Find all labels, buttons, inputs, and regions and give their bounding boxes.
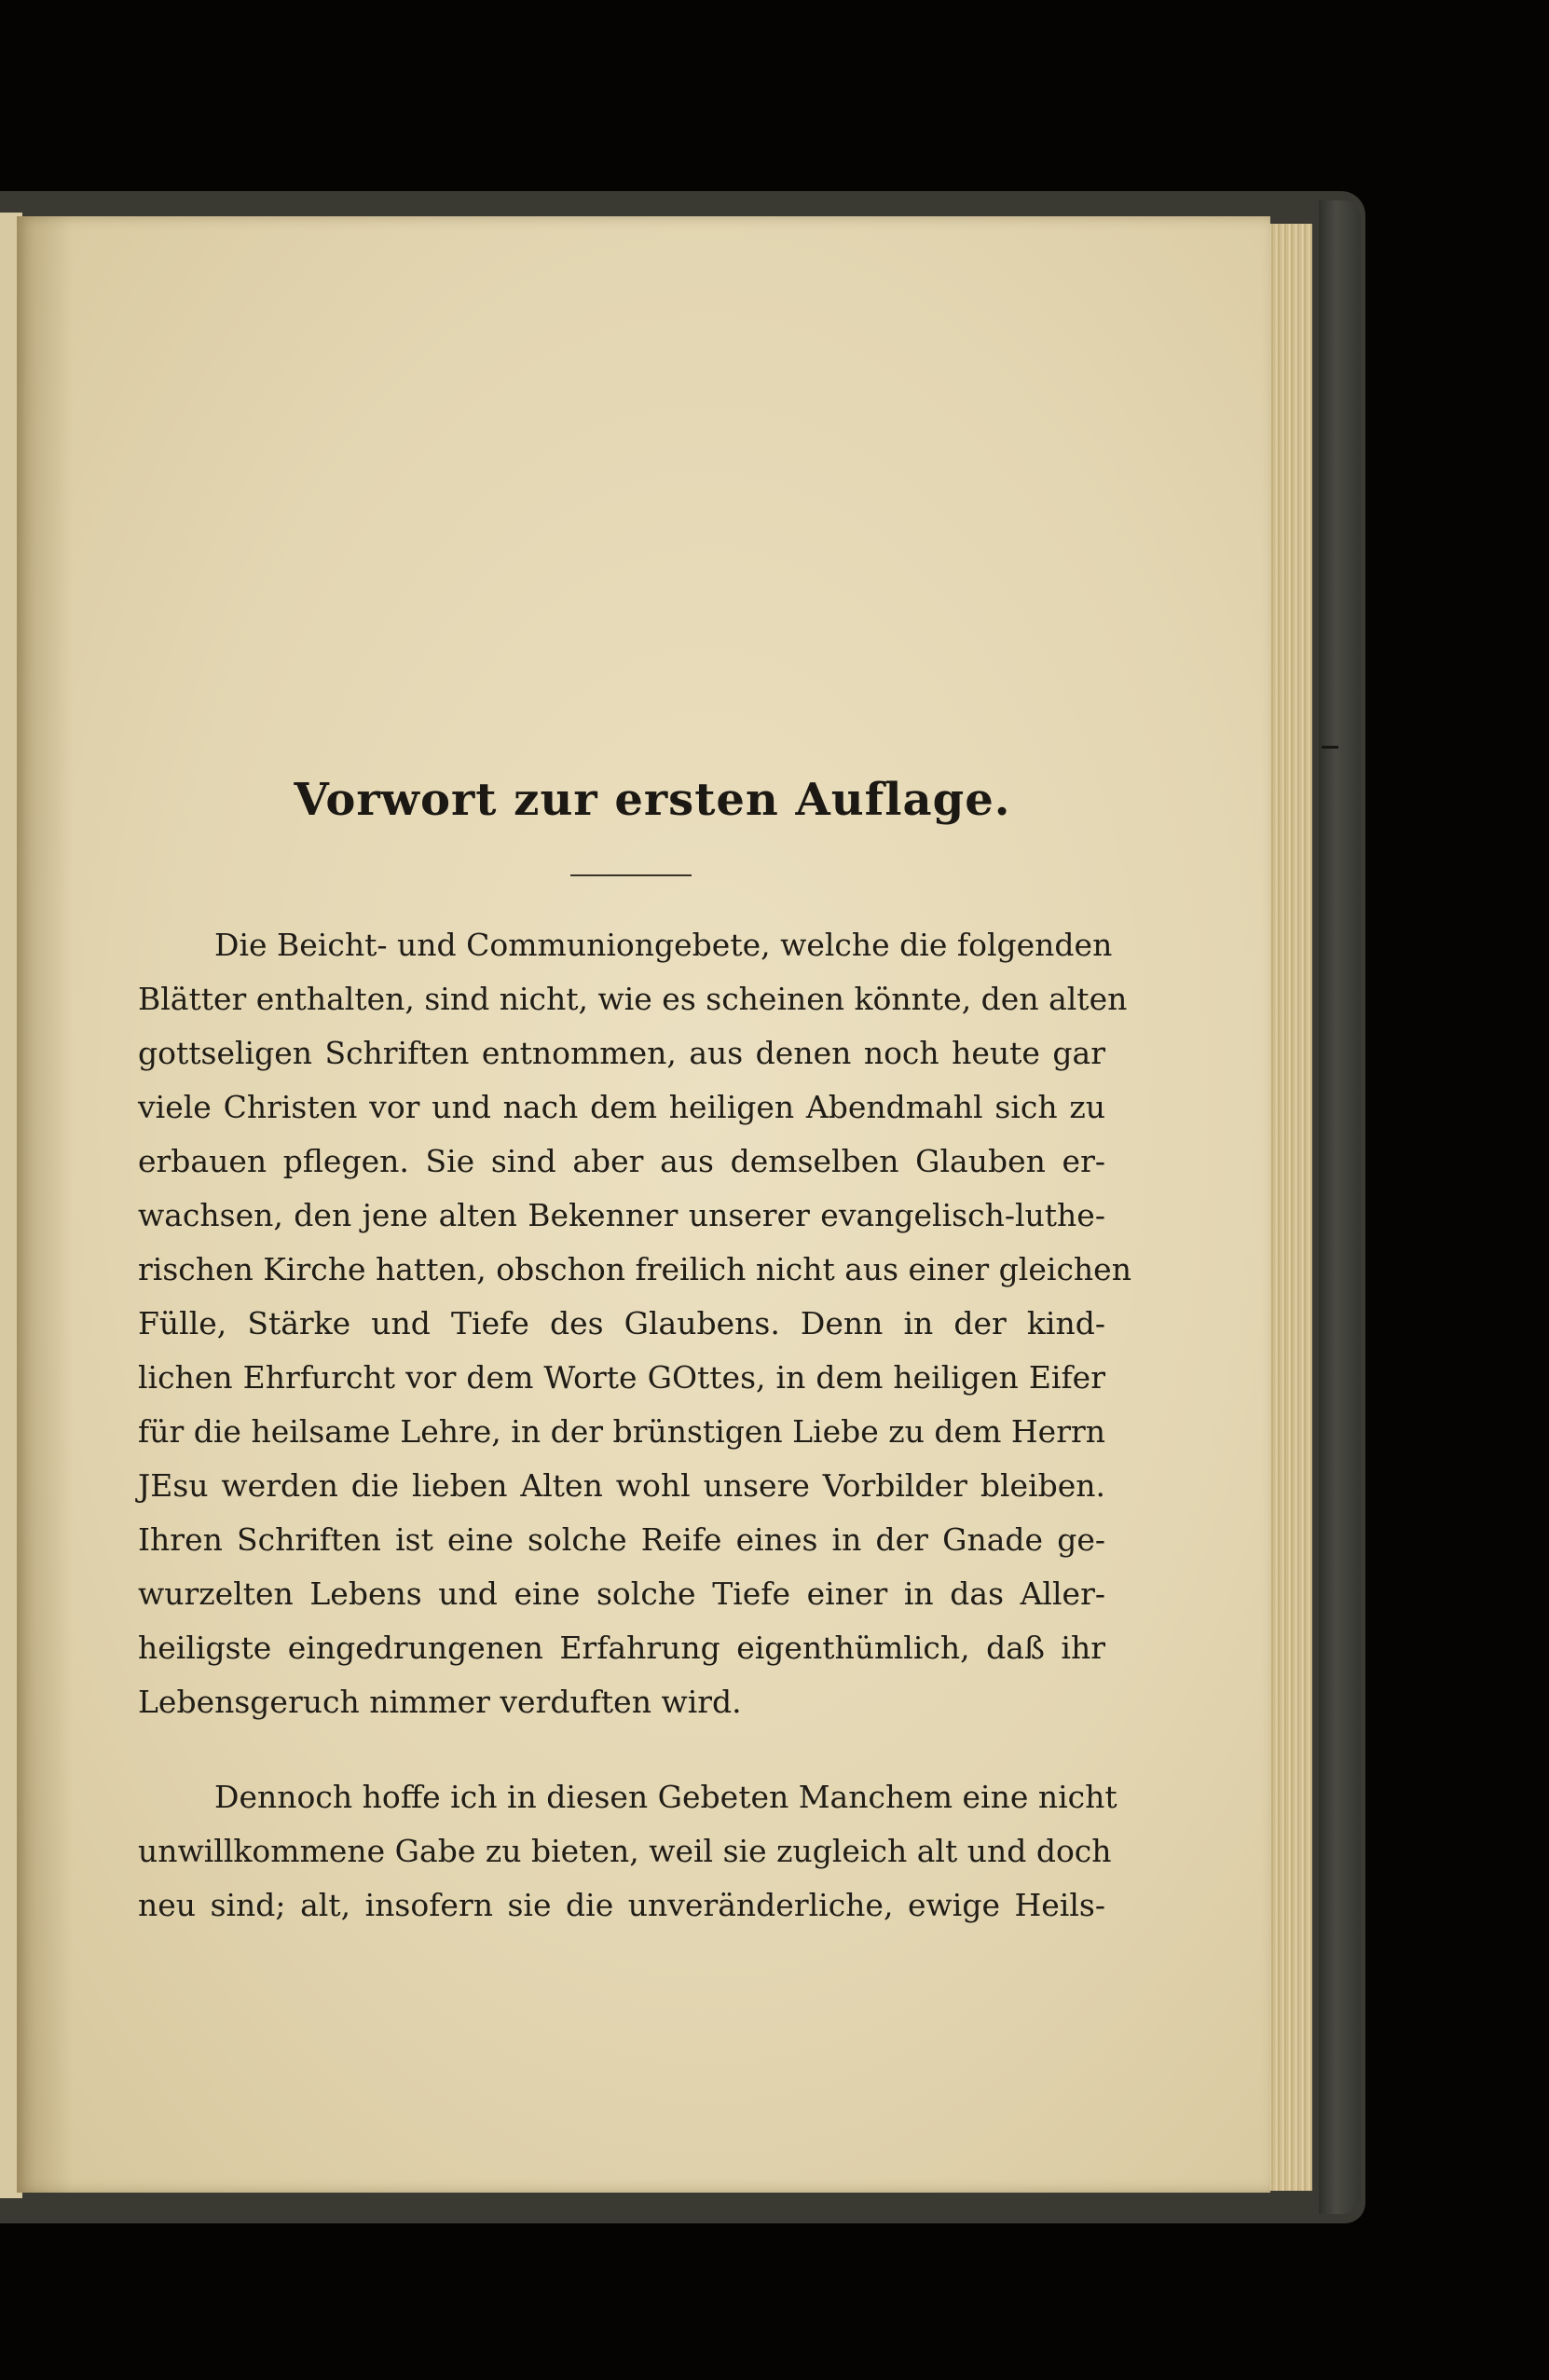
text-line: viele Christen vor und nach dem heiligen Abendmahl sich zu	[138, 1089, 1105, 1125]
text-line: rischen Kirche hatten, obschon freilich nicht aus einer gleichen	[138, 1251, 1131, 1287]
text-line: Lebensgeruch nimmer verduften wird.	[138, 1684, 742, 1720]
heading-rule	[570, 874, 692, 876]
text-line: Fülle, Stärke und Tiefe des Glaubens. Denn in der kind-	[138, 1305, 1105, 1341]
paragraph	[138, 1770, 1117, 1933]
bookmark-tab	[1322, 746, 1338, 749]
text-line: JEsu werden die lieben Alten wohl unsere Vorbilder bleiben.	[138, 1467, 1105, 1504]
text-line: gottseligen Schriften entnommen, aus denen noch heute gar	[138, 1035, 1105, 1071]
body-text	[138, 918, 1131, 1933]
gutter-shadow	[17, 216, 73, 2193]
text-line: Die Beicht- und Communiongebete, welche die folgenden	[214, 927, 1113, 963]
text-line: Ihren Schriften ist eine solche Reife eines in der Gnade ge-	[138, 1521, 1105, 1558]
text-line: erbauen pflegen. Sie sind aber aus demselben Glauben er-	[138, 1143, 1105, 1179]
text-line: wachsen, den jene alten Bekenner unserer evangelisch-luthe-	[138, 1197, 1105, 1233]
text-line: Dennoch hoffe ich in diesen Gebeten Manchem eine nicht	[214, 1779, 1117, 1815]
text-line: neu sind; alt, insofern sie die unveränderliche, ewige Heils-	[138, 1887, 1105, 1923]
paragraph	[138, 918, 1131, 1729]
page-edges	[1268, 224, 1312, 2191]
text-line: unwillkommene Gabe zu bieten, weil sie zugleich alt und doch	[138, 1833, 1112, 1869]
paragraph-gap	[138, 1729, 1105, 1770]
text-line: für die heilsame Lehre, in der brünstigen Liebe zu dem Herrn	[138, 1413, 1105, 1450]
text-line: wurzelten Lebens und eine solche Tiefe einer in das Aller-	[138, 1575, 1105, 1612]
book-cover-edge	[1319, 200, 1361, 2214]
text-line: heiligste eingedrungenen Erfahrung eigenthümlich, daß ihr	[138, 1630, 1105, 1666]
page-heading: Vorwort zur ersten Auflage.	[294, 774, 1011, 826]
text-line: Blätter enthalten, sind nicht, wie es scheinen könnte, den alten	[138, 981, 1128, 1017]
text-line: lichen Ehrfurcht vor dem Worte GOttes, in dem heiligen Eifer	[138, 1359, 1105, 1396]
